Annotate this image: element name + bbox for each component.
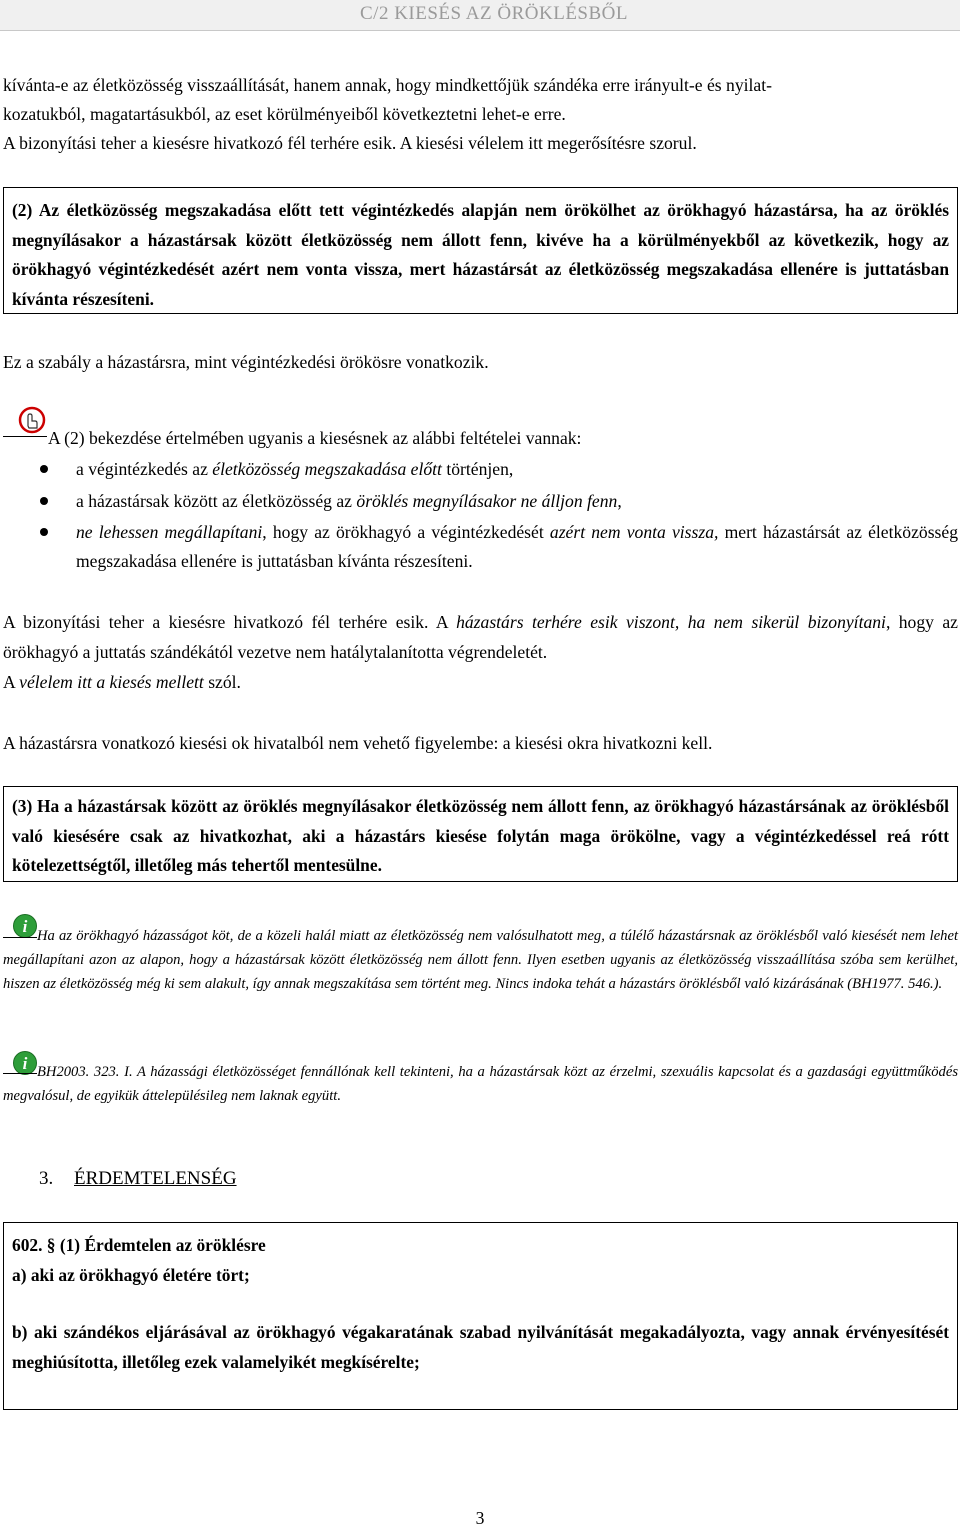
exofficio-paragraph: A házastársra vonatkozó kiesési ok hivatalból nem vehető figyelembe: a kiesési okra hivatkozni kell. <box>3 733 713 753</box>
svg-text:i: i <box>22 1054 28 1073</box>
condition-item-1: a végintézkedés az életközösség megszakadása előtt történjen, <box>3 455 958 484</box>
section-title: ÉRDEMTELENSÉG <box>74 1168 237 1189</box>
section-heading <box>39 1166 237 1192</box>
statute-text-3: (3) Ha a házastársak között az öröklés megnyílásakor életközösség nem állott fenn, az örökhagyó házastársának az öröklésből való kiesésére csak az hivatkozhat, aki a házastárs kiesése folytán maga örökölne, vagy a végintézkedéssel reá rótt kötelezettségtől, illetőleg más tehertől mentesülne. <box>12 796 949 875</box>
conditions-list <box>3 455 958 575</box>
section-number: 3. <box>39 1168 54 1189</box>
statute-box-602 <box>3 1222 958 1410</box>
bullet-icon <box>40 528 48 536</box>
statute-text-2: (2) Az életközösség megszakadása előtt tett végintézkedés alapján nem örökölhet az örökhagyó házastársa, ha az öröklés megnyílásakor a házastársak között életközösség nem állott fenn, kivéve ha a körülményekből az következik, hogy az örökhagyó végintézkedését azért nem vonta vissza, mert házastársát az életközösség megszakadása ellenére is juttatásban kívánta részesíteni. <box>12 200 949 309</box>
statute-box-paragraph-3 <box>3 786 958 882</box>
statute-602-a: a) aki az örökhagyó életére tört; <box>12 1264 250 1285</box>
intro-line-2: kozatukból, magatartásukból, az eset körülményeiből következtetni lehet-e erre. <box>3 104 566 124</box>
note-1: Ha az örökhagyó házasságot köt, de a közeli halál miatt az életközösség nem valósulhatott meg, a túlélő házastársnak az öröklésből való kiesését nem lehet megállapítani azon az alapon, hogy a házastársak között életközösség nem állott fenn. Ilyen esetben ugyanis az életközösség visszaállítása szóba sem kerülhet, hiszen az életközösség még ki sem alakult, így annak megszakítása sem történt meg. Nincs indoka tehát a házastárs öröklésből való kizárásának (BH1977. 546.). <box>3 928 958 993</box>
hand-pointer-icon <box>14 406 48 436</box>
conditions-intro: A (2) bekezdése értelmében ugyanis a kiesésnek az alábbi feltételei vannak: <box>48 428 582 448</box>
page-number: 3 <box>475 1508 485 1528</box>
intro-line-3: A bizonyítási teher a kiesésre hivatkozó fél terhére esik. A kiesési vélelem itt megerősítésre szorul. <box>3 133 697 153</box>
svg-text:i: i <box>22 917 28 936</box>
intro-line-1: kívánta-e az életközösség visszaállítását, hanem annak, hogy mindkettőjük szándéka erre irányult-e és nyilat- <box>3 75 772 95</box>
statute-602-heading: 602. § (1) Érdemtelen az öröklésre <box>12 1235 266 1255</box>
burden-paragraph: A bizonyítási teher a kiesésre hivatkozó fél terhére esik. A házastárs terhére esik viszont, ha nem sikerül bizonyítani, hogy az örökhagyó a juttatás szándékától vezetve nem hatálytalanította végrendeletét. A vélelem itt a kiesés mellett szól. <box>3 612 958 692</box>
statute-602-b: b) aki szándékos eljárásával az örökhagyó végakaratának szabad nyilvánítását megakadályozta, vagy annak érvényesítését meghiúsította, illetőleg ezek valamelyikét megkísérelte; <box>12 1322 949 1372</box>
header-title: C/2 KIESÉS AZ ÖRÖKLÉSBŐL <box>360 3 628 24</box>
condition-item-3: ne lehessen megállapítani, hogy az örökhagyó a végintézkedését azért nem vonta vissza, mert házastársát az életközösség megszakadása ellenére is juttatásban kívánta részesíteni. <box>3 518 958 575</box>
bullet-icon <box>40 497 48 505</box>
statute-box-paragraph-2 <box>3 187 958 314</box>
bullet-icon <box>40 465 48 473</box>
intro-paragraph <box>3 71 958 158</box>
icon-underline <box>3 436 47 437</box>
condition-item-2: a házastársak között az életközösség az öröklés megnyílásakor ne álljon fenn, <box>3 487 958 516</box>
rule-note: Ez a szabály a házastársra, mint végintézkedési örökösre vonatkozik. <box>3 352 489 372</box>
running-header <box>0 0 960 31</box>
note-2: BH2003. 323. I. A házassági életközösséget fennállónak kell tekinteni, ha a házastársak közt az érzelmi, szexuális kapcsolat és a gazdasági együttműködés megvalósul, de egyikük áttelepülésileg nem laknak együtt. <box>3 1064 958 1105</box>
